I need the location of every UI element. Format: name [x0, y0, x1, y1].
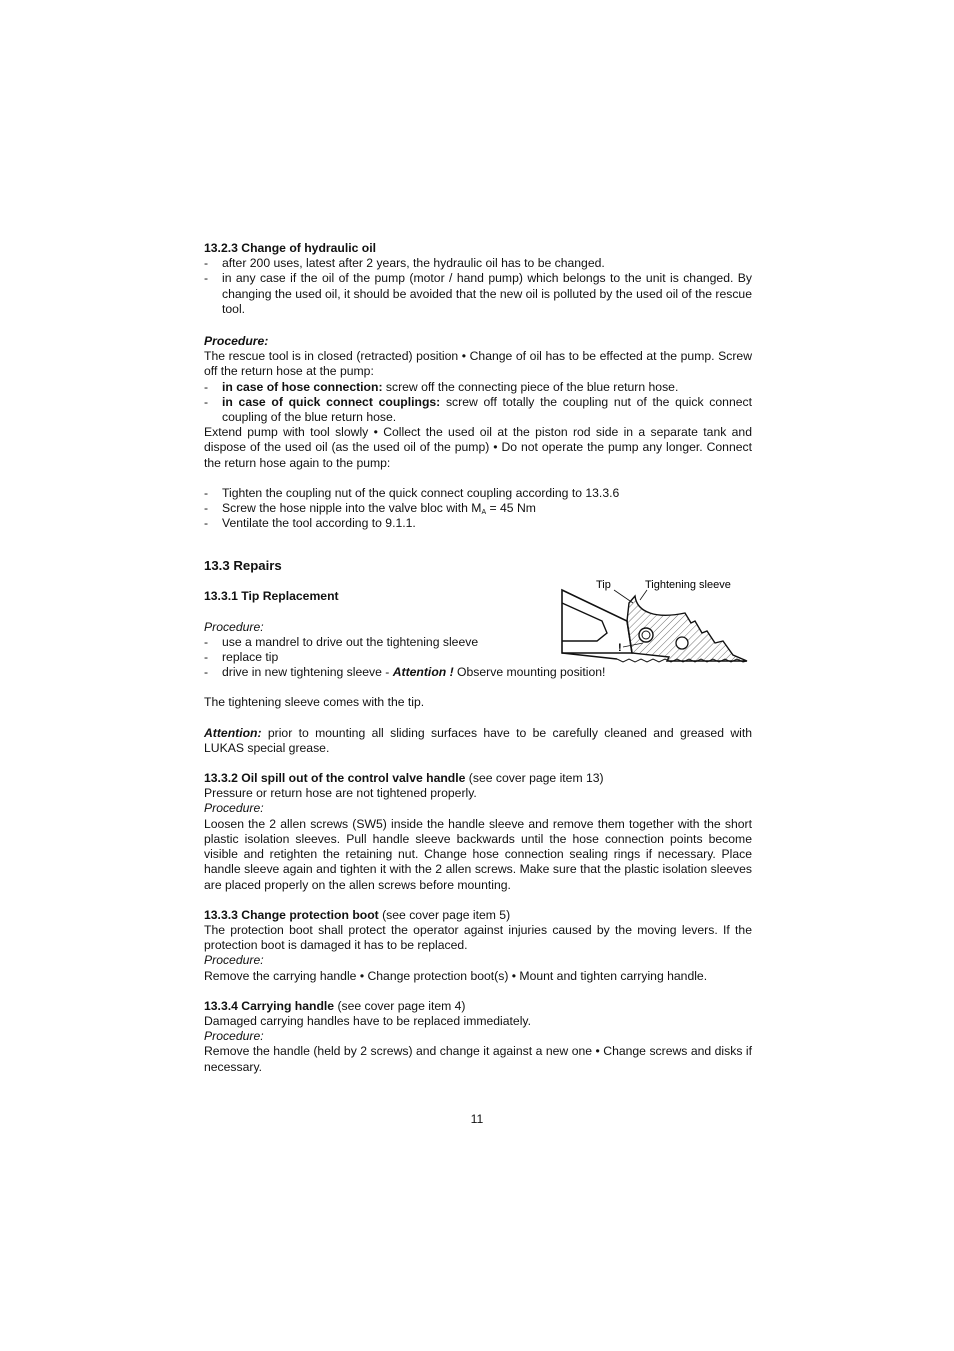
list-item-text: Tighten the coupling nut of the quick connect coupling according to 13.3.6 — [222, 485, 620, 500]
heading-ref: (see cover page item 13) — [465, 771, 604, 786]
attention-label: Attention ! — [392, 665, 454, 680]
section-heading-13-2-3: 13.2.3 Change of hydraulic oil — [204, 241, 377, 255]
list-item: - Ventilate the tool according to 9.1.1. — [204, 516, 416, 531]
procedure-label: Procedure: — [204, 619, 264, 634]
heading-text: 13.3.2 Oil spill out of the control valve handle — [204, 771, 466, 786]
list-item: - in any case if the oil of the pump (motor / hand pump) which belongs to the unit is changed. By changing the used oil, it should be avoided that the new oil is polluted by the used oil of the rescue tool. — [204, 271, 752, 316]
tip-replacement-figure — [557, 573, 753, 668]
paragraph: Damaged carrying handles have to be replaced immediately. — [204, 1013, 531, 1028]
list-item-text: drive in new tightening sleeve - — [222, 665, 393, 680]
paragraph: Remove the carrying handle • Change protection boot(s) • Mount and tighten carrying handle. — [204, 968, 708, 983]
section-heading-13-3: 13.3 Repairs — [204, 558, 282, 574]
section-heading-13-3-3 — [204, 908, 752, 923]
list-item: - in case of quick connect couplings: screw off totally the coupling nut of the quick connect coupling of the blue return hose. — [204, 394, 752, 425]
list-item: - replace tip — [204, 650, 279, 665]
section-heading-13-3-2 — [204, 771, 752, 786]
list-item-text: in any case if the oil of the pump (motor / hand pump) which belongs to the unit is changed. By changing the used oil, it should be avoided that the new oil is polluted by the used oil of the rescue tool. — [222, 271, 752, 316]
procedure-label: Procedure: — [204, 1029, 264, 1044]
list-item: - drive in new tightening sleeve - Attention ! Observe mounting position! — [204, 665, 606, 680]
procedure-label: Procedure: — [204, 801, 264, 816]
list-item-text: replace tip — [222, 650, 279, 665]
jaw-bottom-line — [562, 653, 617, 659]
paragraph: The rescue tool is in closed (retracted) position • Change of oil has to be effected at the pump. Screw off the return hose at the pump: — [204, 349, 752, 379]
list-item: - in case of hose connection: screw off the connecting piece of the blue return hose. — [204, 379, 679, 394]
heading-ref: (see cover page item 4) — [334, 998, 466, 1013]
list-item: - after 200 uses, latest after 2 years, the hydraulic oil has to be changed. — [204, 256, 605, 271]
list-item-text: after 200 uses, latest after 2 years, the hydraulic oil has to be changed. — [222, 256, 605, 271]
procedure-label: Procedure: — [204, 334, 269, 349]
attention-paragraph — [204, 726, 752, 756]
leader-line-sleeve — [640, 590, 647, 600]
list-item-text: use a mandrel to drive out the tightening sleeve — [222, 634, 479, 649]
label-tip: Tip — [596, 579, 611, 591]
list-item: - Screw the hose nipple into the valve bloc with $M_A = 45$ Nm — [204, 501, 536, 517]
page-number: 11 — [470, 1112, 484, 1126]
heading-text: 13.3.4 Carrying handle — [204, 998, 335, 1013]
list-item-text: screw off totally the coupling nut of the quick connect coupling of the blue return hose. — [222, 394, 752, 425]
label-tightening-sleeve: Tightening sleeve — [645, 579, 731, 591]
paragraph: Remove the handle (held by 2 screws) and change it against a new one • Change screws and disks if necessary. — [204, 1044, 752, 1074]
list-item-text: = 45 Nm — [486, 501, 536, 516]
list-item-bold: in case of hose connection: — [222, 379, 383, 394]
paragraph: Pressure or return hose are not tightened properly. — [204, 786, 477, 801]
list-item-text: Ventilate the tool according to 9.1.1. — [222, 516, 416, 531]
mounting-mark: ! — [618, 642, 622, 654]
paragraph: The tightening sleeve comes with the tip. — [204, 695, 425, 710]
paragraph: Extend pump with tool slowly • Collect the used oil at the piston rod side in a separate tank and dispose of the used oil (as the used oil of the pump) • Do not operate the pump any longer. Connect the return hose again to the pump: — [204, 425, 752, 470]
sleeve-pin-right — [676, 637, 688, 649]
sleeve-pin-left — [639, 628, 653, 642]
procedure-label: Procedure: — [204, 953, 264, 968]
paragraph: Loosen the 2 allen screws (SW5) inside the handle sleeve and remove them together with the short plastic isolation sleeves. Pull handle sleeve backwards until the hose connection points become visible and retighten the retaining nut. Change hose connection sealing rings if necessary. Place handle sleeve again and tighten it with the 2 allen screws. Make sure that the plastic isolation sleeves are placed properly on the allen screws before mounting. — [204, 816, 752, 892]
list-item-text: Screw the hose nipple into the valve bloc with M — [222, 501, 482, 516]
subscript: A — [481, 509, 487, 517]
heading-ref: (see cover page item 5) — [378, 907, 511, 922]
section-heading-13-3-1: 13.3.1 Tip Replacement — [204, 589, 339, 604]
tip-diagram — [557, 573, 753, 668]
attention-label: Attention: — [204, 725, 262, 740]
section-heading-13-3-4 — [204, 999, 752, 1014]
list-item-text: screw off the connecting piece of the blue return hose. — [382, 379, 679, 394]
list-item: - use a mandrel to drive out the tightening sleeve — [204, 634, 479, 649]
list-item: - Tighten the coupling nut of the quick connect coupling according to 13.3.6 — [204, 485, 620, 500]
list-item-bold: in case of quick connect couplings: — [222, 394, 441, 409]
list-item-text: Observe mounting position! — [453, 665, 606, 680]
heading-text: 13.3.3 Change protection boot — [204, 907, 379, 922]
paragraph: The protection boot shall protect the operator against injuries caused by the moving levers. If the protection boot is damaged it has to be replaced. — [204, 922, 752, 953]
attention-text: prior to mounting all sliding surfaces have to be carefully cleaned and greased with LUKAS special grease. — [204, 725, 752, 755]
